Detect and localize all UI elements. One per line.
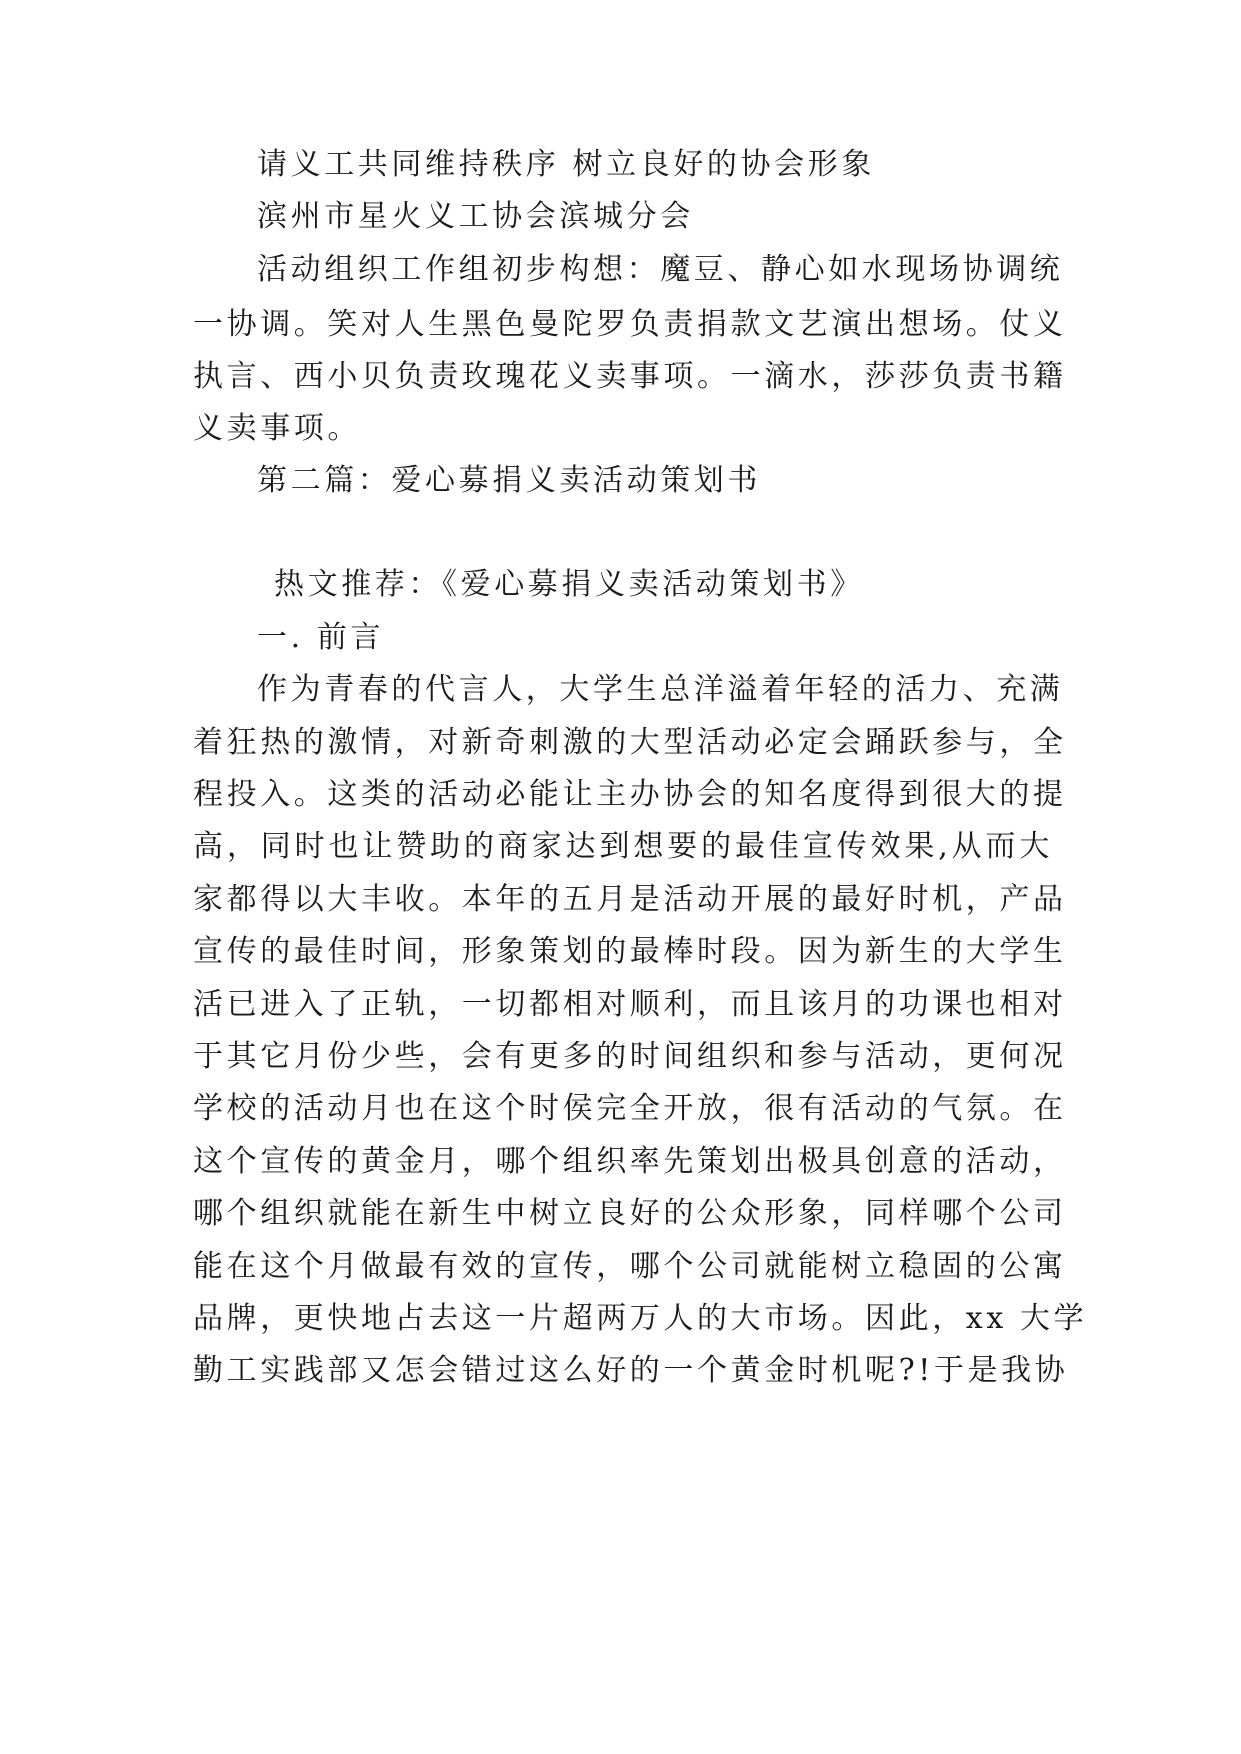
paragraph-line: 学校的活动月也在这个时侯完全开放，很有活动的气氛。在 <box>193 1091 1067 1126</box>
paragraph-line: 活动组织工作组初步构想：魔豆、静心如水现场协调统 <box>257 252 1064 287</box>
organization-name: 滨州市星火义工协会滨城分会 <box>257 199 694 234</box>
slogan-line: 请义工共同维持秩序 树立良好的协会形象 <box>257 147 875 182</box>
paragraph-line: 宣传的最佳时间，形象策划的最棒时段。因为新生的大学生 <box>193 934 1067 969</box>
section-heading: 第二篇：爱心募捐义卖活动策划书 <box>257 463 761 498</box>
paragraph-line: 能在这个月做最有效的宣传，哪个公司就能树立稳固的公寓 <box>193 1249 1067 1284</box>
paragraph-line: 于其它月份少些，会有更多的时间组织和参与活动，更何况 <box>193 1039 1067 1074</box>
paragraph-line: 勤工实践部又怎会错过这么好的一个黄金时机呢?!于是我协 <box>193 1353 1069 1388</box>
paragraph-line: 高，同时也让赞助的商家达到想要的最佳宣传效果,从而大 <box>193 829 1053 864</box>
paragraph-line: 哪个组织就能在新生中树立良好的公众形象，同样哪个公司 <box>193 1196 1067 1231</box>
paragraph-line: 一协调。笑对人生黑色曼陀罗负责捐款文艺演出想场。仗义 <box>193 307 1067 342</box>
paragraph-line: 着狂热的激情，对新奇刺激的大型活动必定会踊跃参与，全 <box>193 725 1067 760</box>
paragraph-line: 义卖事项。 <box>193 411 361 446</box>
paragraph-line: 家都得以大丰收。本年的五月是活动开展的最好时机，产品 <box>193 882 1067 917</box>
paragraph-line: 作为青春的代言人，大学生总洋溢着年轻的活力、充满 <box>257 672 1064 707</box>
paragraph-line: 这个宣传的黄金月，哪个组织率先策划出极具创意的活动， <box>193 1144 1067 1179</box>
section-heading: 一. 前言 <box>257 620 385 655</box>
paragraph-line: 程投入。这类的活动必能让主办协会的知名度得到很大的提 <box>193 777 1067 812</box>
paragraph-line: 品牌，更快地占去这一片超两万人的大市场。因此，xx 大学 <box>193 1301 1088 1336</box>
paragraph-line: 执言、西小贝负责玫瑰花义卖事项。一滴水，莎莎负责书籍 <box>193 359 1067 394</box>
recommendation-heading: 热文推荐：《爱心募捐义卖活动策划书》 <box>274 567 864 602</box>
paragraph-line: 活已进入了正轨，一切都相对顺利，而且该月的功课也相对 <box>193 987 1067 1022</box>
